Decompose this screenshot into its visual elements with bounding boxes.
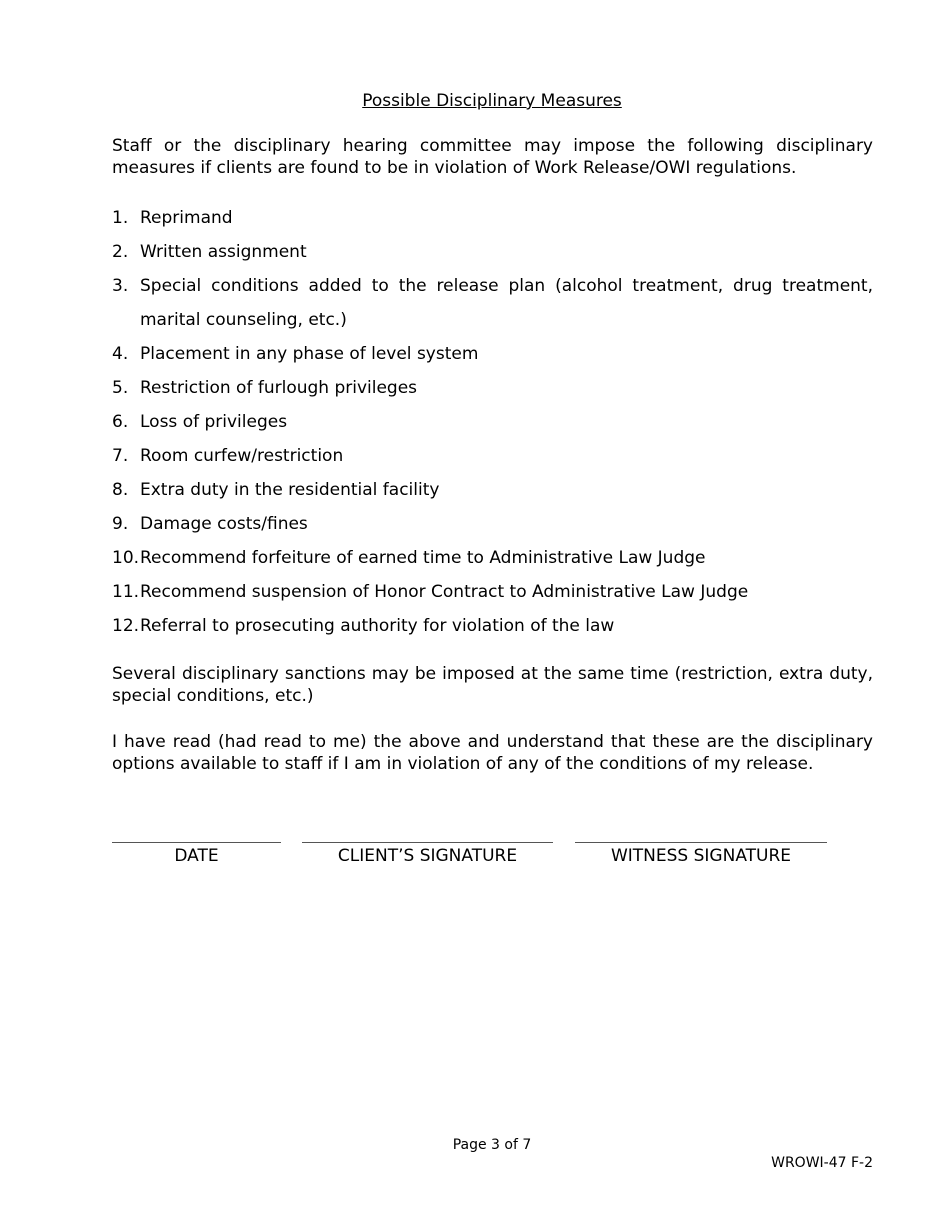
item-text: Room curfew/restriction	[140, 446, 344, 466]
sanctions-note-paragraph: Several disciplinary sanctions may be imposed at the same time (restriction, extra duty, special conditions, etc.)	[112, 664, 873, 706]
item-text: Placement in any phase of level system	[140, 344, 479, 364]
item-text: Referral to prosecuting authority for violation of the law	[140, 616, 615, 636]
list-item	[112, 201, 873, 235]
measures-list	[112, 201, 873, 643]
item-number: 12.	[112, 616, 140, 636]
witness-signature-line	[575, 842, 827, 867]
item-text: Reprimand	[140, 208, 233, 228]
list-item	[112, 575, 873, 609]
client-signature-label: CLIENT’S SIGNATURE	[337, 846, 518, 866]
item-number: 6.	[112, 412, 129, 432]
item-number: 8.	[112, 480, 129, 500]
item-number: 11.	[112, 582, 140, 602]
item-text: Recommend suspension of Honor Contract to Administrative Law Judge	[140, 582, 749, 602]
list-item	[112, 507, 873, 541]
date-signature-line	[112, 842, 281, 867]
list-item	[112, 337, 873, 371]
list-item	[112, 371, 873, 405]
item-text: Special conditions added to the release plan (alcohol treatment, drug treatment, marital counseling, etc.)	[140, 276, 873, 330]
date-label: DATE	[174, 846, 219, 866]
list-item	[112, 269, 873, 337]
item-text: Recommend forfeiture of earned time to Administrative Law Judge	[140, 548, 706, 568]
item-number: 9.	[112, 514, 129, 534]
item-text: Damage costs/fines	[140, 514, 308, 534]
list-item	[112, 405, 873, 439]
list-item	[112, 473, 873, 507]
list-item	[112, 541, 873, 575]
item-number: 5.	[112, 378, 129, 398]
item-number: 10.	[112, 548, 140, 568]
item-number: 4.	[112, 344, 129, 364]
form-identifier: WROWI-47 F-2	[771, 1155, 873, 1171]
page-number: Page 3 of 7	[452, 1137, 532, 1153]
item-number: 1.	[112, 208, 129, 228]
client-signature-line	[302, 842, 553, 867]
witness-signature-label: WITNESS SIGNATURE	[610, 846, 792, 866]
item-text: Restriction of furlough privileges	[140, 378, 418, 398]
acknowledgement-paragraph: I have read (had read to me) the above and understand that these are the disciplinary options available to staff if I am in violation of any of the conditions of my release.	[112, 732, 873, 774]
list-item	[112, 609, 873, 643]
intro-paragraph: Staff or the disciplinary hearing committee may impose the following disciplinary measures if clients are found to be in violation of Work Release/OWI regulations.	[112, 136, 873, 178]
item-number: 3.	[112, 276, 129, 296]
item-text: Extra duty in the residential facility	[140, 480, 440, 500]
item-text: Written assignment	[140, 242, 307, 262]
item-text: Loss of privileges	[140, 412, 288, 432]
item-number: 7.	[112, 446, 129, 466]
page-title: Possible Disciplinary Measures	[362, 91, 622, 111]
list-item	[112, 235, 873, 269]
item-number: 2.	[112, 242, 129, 262]
list-item	[112, 439, 873, 473]
